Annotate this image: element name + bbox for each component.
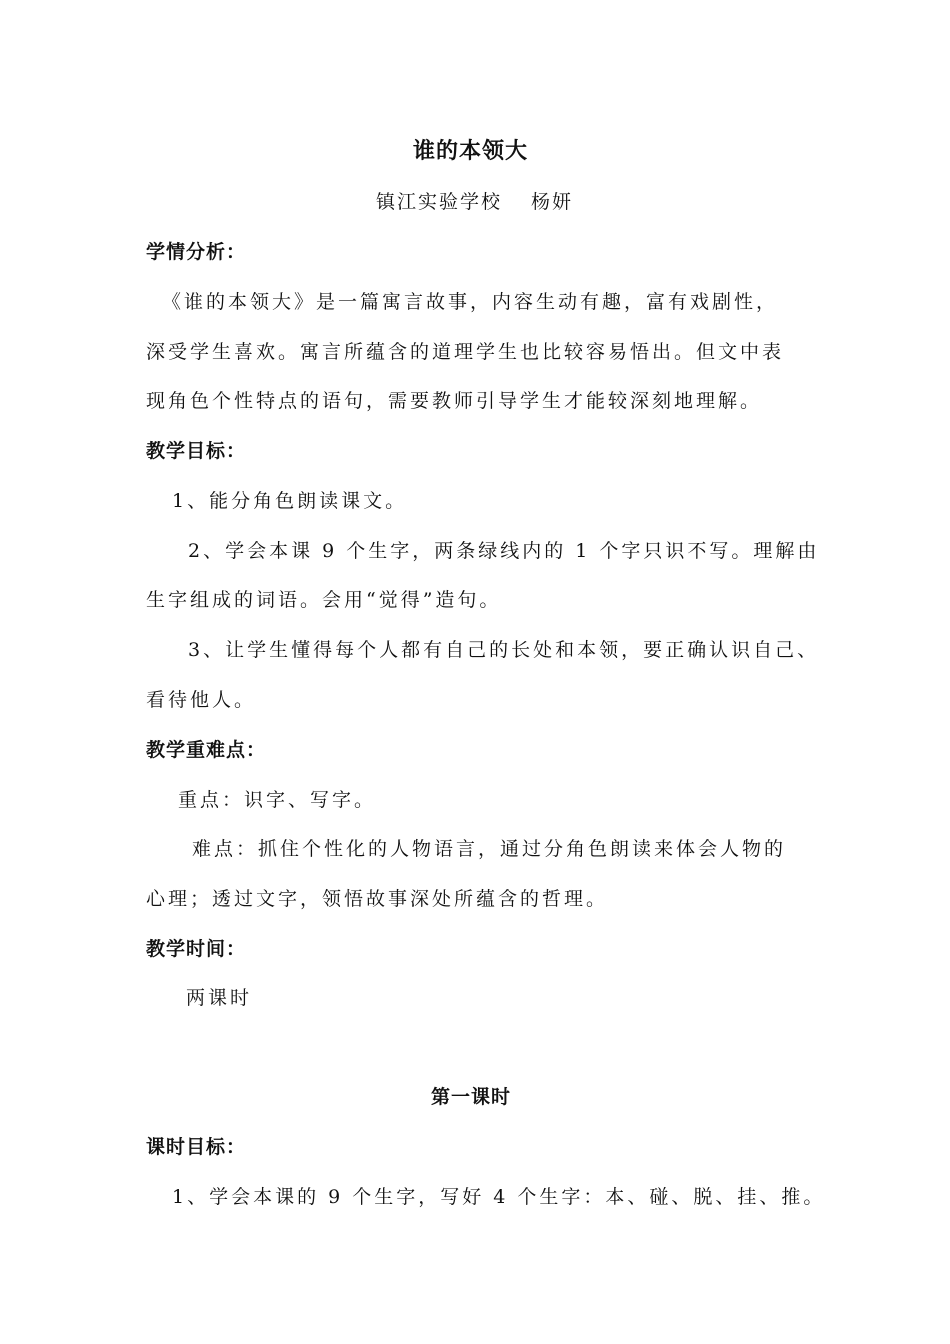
lesson1-goals-line-1: 1、学会本课的 9 个生字，写好 4 个生字：本、碰、脱、挂、推。 xyxy=(172,1186,826,1208)
analysis-line-1: 《谁的本领大》是一篇寓言故事，内容生动有趣，富有戏剧性， xyxy=(162,291,779,313)
author-line: 镇江实验学校 杨妍 xyxy=(376,191,574,213)
goals-line-4: 3、让学生懂得每个人都有自己的长处和本领，要正确认识自己、 xyxy=(188,639,820,661)
goals-line-3: 生字组成的词语。会用“觉得”造句。 xyxy=(146,589,502,611)
time-line-1: 两课时 xyxy=(186,987,253,1009)
goals-heading: 教学目标： xyxy=(146,440,247,462)
analysis-line-2: 深受学生喜欢。寓言所蕴含的道理学生也比较容易悟出。但文中表 xyxy=(146,341,785,363)
keypoints-line-2: 难点：抓住个性化的人物语言，通过分角色朗读来体会人物的 xyxy=(192,838,787,860)
analysis-heading: 学情分析： xyxy=(146,241,247,263)
keypoints-heading: 教学重难点： xyxy=(146,739,267,761)
keypoints-line-1: 重点：识字、写字。 xyxy=(178,789,377,811)
goals-line-2: 2、学会本课 9 个生字，两条绿线内的 1 个字只识不写。理解由 xyxy=(188,540,820,562)
goals-line-5: 看待他人。 xyxy=(146,689,257,711)
document-title: 谁的本领大 xyxy=(413,139,529,164)
lesson1-title: 第一课时 xyxy=(431,1086,512,1108)
lesson1-goals-heading: 课时目标： xyxy=(146,1136,247,1158)
time-heading: 教学时间： xyxy=(146,938,247,960)
analysis-line-3: 现角色个性特点的语句，需要教师引导学生才能较深刻地理解。 xyxy=(146,390,763,412)
goals-line-1: 1、能分角色朗读课文。 xyxy=(172,490,408,512)
keypoints-line-3: 心理；透过文字，领悟故事深处所蕴含的哲理。 xyxy=(146,888,609,910)
